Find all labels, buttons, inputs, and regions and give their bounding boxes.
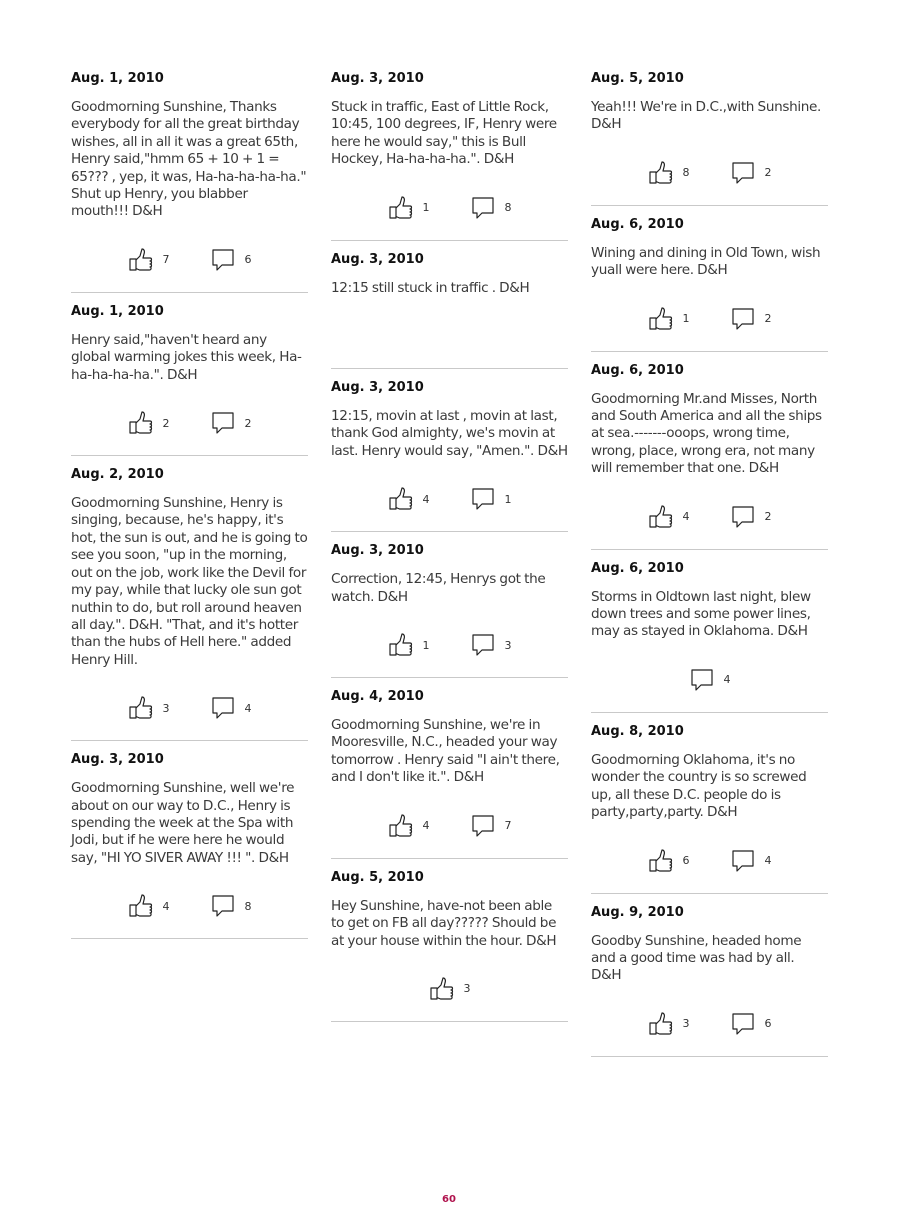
comment-bubble-icon[interactable] <box>689 667 715 693</box>
like-count[interactable] <box>648 306 690 332</box>
column-3 <box>591 60 828 1057</box>
post-text: Correction, 12:45, Henrys got the watch. D&H <box>331 571 546 605</box>
reaction-bar <box>331 811 568 841</box>
comment-bubble-icon[interactable] <box>210 247 236 273</box>
post-date: Aug. 1, 2010 <box>71 303 164 319</box>
comment-count[interactable] <box>210 695 252 721</box>
comment-bubble-icon[interactable] <box>470 632 496 658</box>
thumbs-up-icon[interactable] <box>388 813 414 839</box>
comment-count-value: 3 <box>504 638 512 652</box>
post <box>71 293 308 456</box>
like-count-value: 1 <box>682 312 690 326</box>
reaction-bar <box>591 846 828 876</box>
comment-bubble-icon[interactable] <box>730 160 756 186</box>
comment-count[interactable] <box>210 410 252 436</box>
post <box>71 741 308 939</box>
post-text: Goodmorning Oklahoma, it's no wonder the country is so screwed up, all these D.C. people do is party,party,party. D&H <box>591 751 807 821</box>
post-date: Aug. 6, 2010 <box>591 560 684 576</box>
post <box>331 859 568 1022</box>
comment-count-value: 6 <box>764 1017 772 1031</box>
post <box>331 678 568 859</box>
reaction-bar <box>591 665 828 695</box>
thumbs-up-icon[interactable] <box>429 976 455 1002</box>
comment-bubble-icon[interactable] <box>470 486 496 512</box>
post-text: Goodmorning Sunshine, we're in Mooresville, N.C., headed your way tomorrow . Henry said "I ain't there, and I don't like it.". D&H <box>331 717 560 786</box>
thumbs-up-icon[interactable] <box>128 410 154 436</box>
comment-count-value: 2 <box>764 166 772 180</box>
thumbs-up-icon[interactable] <box>128 695 154 721</box>
like-count[interactable] <box>128 247 170 273</box>
reaction-bar <box>331 193 568 223</box>
post <box>331 60 568 241</box>
post-text: Hey Sunshine, have-not been able to get on FB all day????? Should be at your house within the hour. D&H <box>331 897 557 949</box>
post <box>591 713 828 894</box>
comment-count[interactable] <box>470 813 512 839</box>
like-count[interactable] <box>388 195 430 221</box>
post-date: Aug. 4, 2010 <box>331 689 424 705</box>
like-count-value: 1 <box>422 638 430 652</box>
post-date: Aug. 6, 2010 <box>591 216 684 232</box>
post-text: Storms in Oldtown last night, blew down trees and some power lines, may as stayed in Oklahoma. D&H <box>591 588 811 640</box>
like-count[interactable] <box>648 160 690 186</box>
comment-bubble-icon[interactable] <box>210 695 236 721</box>
comment-count[interactable] <box>730 504 772 530</box>
reaction-bar <box>331 974 568 1004</box>
thumbs-up-icon[interactable] <box>648 848 674 874</box>
like-count-value: 3 <box>162 701 170 715</box>
comment-count-value: 4 <box>723 673 731 687</box>
post <box>591 894 828 1057</box>
reaction-bar <box>71 245 308 275</box>
post-text: Goodmorning Sunshine, well we're about on our way to D.C., Henry is spending the week at the Spa with Jodi, but if he were here he would say, "HI YO SIVER AWAY !!! ". D&H <box>71 780 295 866</box>
comment-count-value: 2 <box>244 416 252 430</box>
post-text: Wining and dining in Old Town, wish yuall were here. D&H <box>591 244 821 279</box>
thumbs-up-icon[interactable] <box>648 504 674 530</box>
comment-count-value: 8 <box>504 201 512 215</box>
comment-count[interactable] <box>689 667 731 693</box>
post <box>331 241 568 369</box>
comment-bubble-icon[interactable] <box>470 813 496 839</box>
post <box>331 369 568 532</box>
post-text: Goodby Sunshine, headed home and a good time was had by all. D&H <box>591 932 802 984</box>
thumbs-up-icon[interactable] <box>128 247 154 273</box>
comment-bubble-icon[interactable] <box>730 306 756 332</box>
thumbs-up-icon[interactable] <box>648 306 674 332</box>
comment-count-value: 6 <box>244 253 252 267</box>
comment-count[interactable] <box>470 195 512 221</box>
like-count-value: 1 <box>422 201 430 215</box>
post-date: Aug. 5, 2010 <box>591 71 684 86</box>
thumbs-up-icon[interactable] <box>128 893 154 919</box>
like-count-value: 6 <box>682 854 690 867</box>
comment-count[interactable] <box>210 893 252 919</box>
comment-count-value: 7 <box>504 819 512 833</box>
comment-bubble-icon[interactable] <box>730 504 756 530</box>
like-count-value: 8 <box>682 166 690 180</box>
comment-bubble-icon[interactable] <box>210 893 236 919</box>
post-text: Yeah!!! We're in D.C.,with Sunshine. D&H <box>591 99 822 133</box>
like-count-value: 3 <box>682 1017 690 1031</box>
comment-count-value: 2 <box>764 312 772 326</box>
reaction-bar <box>331 484 568 514</box>
like-count-value: 4 <box>422 819 430 833</box>
like-count[interactable] <box>388 632 430 658</box>
comment-count-value: 4 <box>244 701 252 715</box>
thumbs-up-icon[interactable] <box>388 632 414 658</box>
post-date: Aug. 3, 2010 <box>331 380 424 396</box>
like-count-value: 4 <box>422 492 430 506</box>
post-date: Aug. 3, 2010 <box>331 71 424 86</box>
post <box>331 532 568 678</box>
thumbs-up-icon[interactable] <box>648 160 674 186</box>
post <box>71 60 308 293</box>
reaction-bar <box>331 321 568 351</box>
like-count[interactable] <box>388 486 430 512</box>
thumbs-up-icon[interactable] <box>388 195 414 221</box>
post-text: Goodmorning Sunshine, Thanks everybody for all the great birthday wishes, all in all it was a great 65th, Henry said,"hmm 65 + 10 + 1 = 65??? , yep, it was, Ha-ha-ha-ha-ha." Shut up Henry, you blabber mouth!!! D&H <box>71 99 307 220</box>
comment-count-value: 8 <box>244 899 252 913</box>
post-text: Stuck in traffic, East of Little Rock, 10:45, 100 degrees, IF, Henry were here he would say," this is Bull Hockey, Ha-ha-ha-ha.". D&H <box>331 99 557 168</box>
post-text: Goodmorning Mr.and Misses, North and South America and all the ships at sea.-------ooops, wrong time, wrong, place, wrong era, not many will remember that one. D&H <box>591 390 822 477</box>
page-number: 60 <box>442 1194 456 1205</box>
like-count-value: 7 <box>162 253 170 267</box>
comment-count-value: 4 <box>764 854 772 867</box>
comment-bubble-icon[interactable] <box>730 1011 756 1037</box>
thumbs-up-icon[interactable] <box>388 486 414 512</box>
comment-count[interactable] <box>730 306 772 332</box>
post-text: Henry said,"haven't heard any global warming jokes this week, Ha-ha-ha-ha-ha.". D&H <box>71 331 302 383</box>
post-date: Aug. 6, 2010 <box>591 362 684 378</box>
reaction-bar <box>71 891 308 921</box>
post-date: Aug. 1, 2010 <box>71 71 164 86</box>
like-count[interactable] <box>128 695 170 721</box>
post-text: 12:15, movin at last , movin at last, thank God almighty, we's movin at last. Henry would say, "Amen.". D&H <box>331 408 568 459</box>
comment-count[interactable] <box>730 160 772 186</box>
reaction-bar <box>591 158 828 188</box>
post <box>591 550 828 713</box>
post <box>591 352 828 550</box>
like-count-value: 2 <box>162 416 170 430</box>
thumbs-up-icon[interactable] <box>648 1011 674 1037</box>
like-count[interactable] <box>648 1011 690 1037</box>
like-count-value: 4 <box>162 899 170 913</box>
column-1 <box>71 60 308 939</box>
post-date: Aug. 3, 2010 <box>331 543 424 559</box>
like-count[interactable] <box>388 813 430 839</box>
post-date: Aug. 2, 2010 <box>71 467 164 483</box>
column-2 <box>331 60 568 1022</box>
reaction-bar <box>591 304 828 334</box>
comment-count[interactable] <box>730 1011 772 1037</box>
post-text: Goodmorning Sunshine, Henry is singing, because, he's happy, it's hot, the sun is out, and he is going to see you soon, "up in the morning, out on the job, work like the Devil for my pay, while that lucky ole sun got nuthin to do, but roll around heaven all day.". D&H. "That, and it's hotter than the hubs of Hell here." added Henry Hill. <box>71 495 308 668</box>
comment-count[interactable] <box>470 632 512 658</box>
reaction-bar <box>71 408 308 438</box>
comment-count[interactable] <box>210 247 252 273</box>
reaction-bar <box>331 630 568 660</box>
comment-bubble-icon[interactable] <box>730 848 756 874</box>
comment-count-value: 2 <box>764 510 772 524</box>
post-text: 12:15 still stuck in traffic . D&H <box>331 279 530 296</box>
reaction-bar <box>591 1009 828 1039</box>
post <box>591 206 828 352</box>
like-count-value: 4 <box>682 510 690 524</box>
post-date: Aug. 8, 2010 <box>591 723 684 739</box>
reaction-bar <box>71 693 308 723</box>
like-count[interactable] <box>128 893 170 919</box>
like-count[interactable] <box>648 848 690 874</box>
post <box>591 60 828 206</box>
comment-count[interactable] <box>470 486 512 512</box>
like-count[interactable] <box>648 504 690 530</box>
like-count-value: 3 <box>463 982 471 996</box>
like-count[interactable] <box>429 976 471 1002</box>
comment-count[interactable] <box>730 848 772 874</box>
post-date: Aug. 5, 2010 <box>331 869 424 885</box>
comment-bubble-icon[interactable] <box>210 410 236 436</box>
post-date: Aug. 3, 2010 <box>71 752 164 768</box>
post-date: Aug. 3, 2010 <box>331 251 424 267</box>
post <box>71 456 308 741</box>
post-date: Aug. 9, 2010 <box>591 904 684 920</box>
comment-count-value: 1 <box>504 492 512 506</box>
comment-bubble-icon[interactable] <box>470 195 496 221</box>
reaction-bar <box>591 502 828 532</box>
like-count[interactable] <box>128 410 170 436</box>
